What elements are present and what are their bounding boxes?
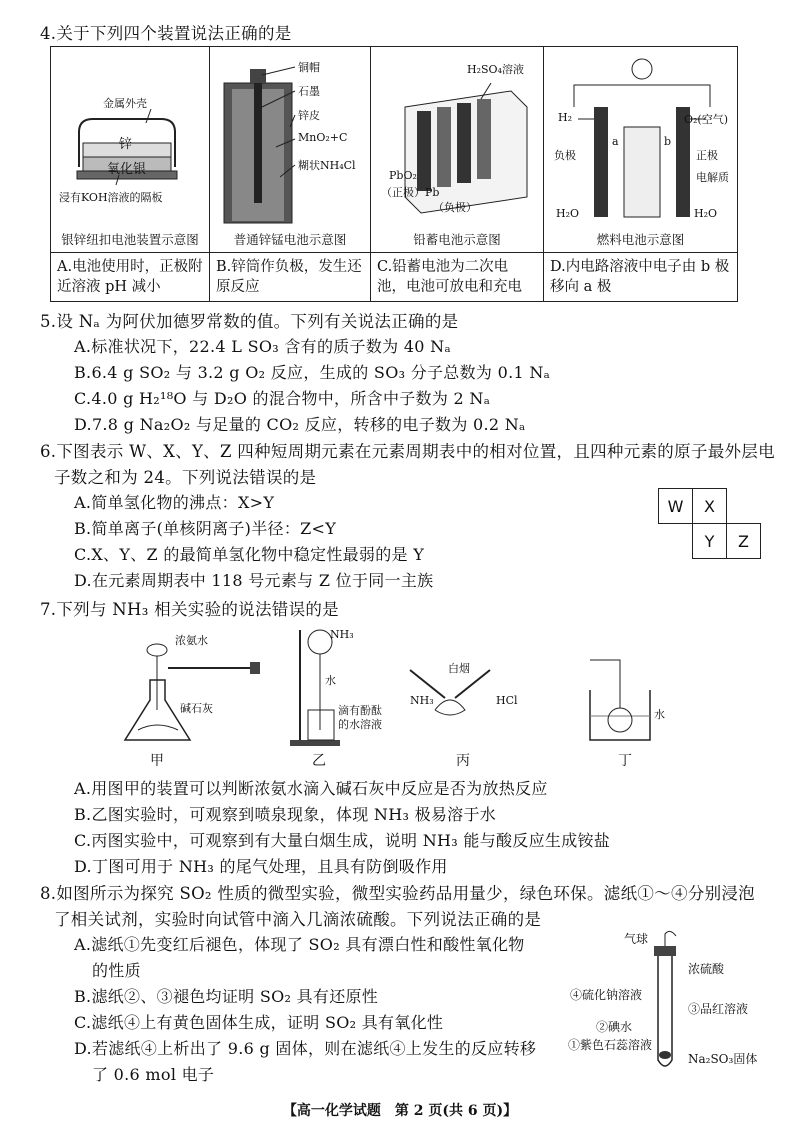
label-nh3-rod: NH₃	[410, 694, 434, 707]
fig-ding: 丁	[618, 753, 632, 769]
q8-option-d: D.若滤纸④上析出了 9.6 g 固体，则在滤纸④上发生的反应转移	[74, 1039, 537, 1058]
q8-test-tube-figure	[640, 930, 690, 1080]
q7-option-b: B.乙图实验时，可观察到喷泉现象，体现 NH₃ 极易溶于水	[74, 805, 497, 824]
grid-x: X	[693, 489, 727, 524]
q7-option-d: D.丁图可用于 NH₃ 的尾气处理，且具有防倒吸作用	[74, 857, 448, 876]
label-graphite: 石墨	[298, 85, 320, 98]
label-separator: 浸有KOH溶液的隔板	[59, 191, 163, 204]
label-h2o-right: H₂O	[694, 207, 718, 220]
label-phenol-2: 的水溶液	[338, 718, 382, 731]
label-litmus: ①紫色石蕊溶液	[568, 1038, 653, 1052]
label-ammonia: 浓氨水	[175, 634, 208, 647]
q7-stem: 7.下列与 NH₃ 相关实验的说法错误的是	[40, 600, 339, 619]
label-negative-pole: 负极	[554, 149, 576, 162]
q8-option-a-cont: 的性质	[92, 961, 141, 980]
label-zn-skin: 锌皮	[298, 109, 320, 122]
fig-jia: 甲	[150, 753, 164, 769]
caption-lead-acid: 铅蓄电池示意图	[413, 232, 501, 247]
label-nh4cl: 糊状NH₄Cl	[298, 159, 356, 172]
q7-option-a: A.用图甲的装置可以判断浓氨水滴入碱石灰中反应是否为放热反应	[74, 779, 548, 798]
label-mno2: MnO₂+C	[298, 131, 348, 144]
label-balloon: 气球	[624, 932, 649, 946]
q4-table	[50, 46, 738, 302]
label-b: b	[664, 135, 672, 148]
grid-empty-2	[659, 524, 693, 559]
q6-stem-line2: 子数之和为 24。下列说法错误的是	[54, 468, 317, 487]
q8-option-c: C.滤纸④上有黄色固体生成，证明 SO₂ 具有氧化性	[74, 1013, 444, 1032]
label-shell: 金属外壳	[103, 97, 147, 110]
caption-button-cell: 银锌纽扣电池装置示意图	[61, 232, 199, 247]
q4-stem: 4.关于下列四个装置说法正确的是	[40, 24, 292, 43]
label-na2so3: Na₂SO₃固体	[688, 1052, 758, 1066]
q6-option-c: C.X、Y、Z 的最简单氢化物中稳定性最弱的是 Y	[74, 545, 425, 564]
label-neg: （负极）	[433, 201, 477, 214]
q5-option-d: D.7.8 g Na₂O₂ 与足量的 CO₂ 反应，转移的电子数为 0.2 Nₐ	[74, 415, 526, 434]
fig-yi: 乙	[312, 753, 326, 769]
label-iodine: ②碘水	[596, 1020, 633, 1034]
label-o2: O₂(空气)	[684, 113, 729, 126]
label-a: a	[612, 135, 619, 148]
fuel-cell-diagram	[544, 47, 737, 252]
zn-mn-cell-diagram	[210, 47, 370, 252]
label-h2: H₂	[558, 111, 573, 124]
label-zn: 锌	[119, 137, 133, 152]
label-h2so4: H₂SO₄溶液	[467, 63, 524, 76]
fig-bing: 丙	[456, 753, 470, 769]
q6-stem-line1: 6.下图表示 W、X、Y、Z 四种短周期元素在元素周期表中的相对位置，且四种元素的原子最外层电	[40, 442, 775, 461]
q6-option-a: A.简单氢化物的沸点：X>Y	[74, 493, 275, 512]
q4-option-b: B.锌筒作负极，发生还原反应	[216, 259, 362, 295]
label-nh3-flask: NH₃	[330, 628, 354, 641]
caption-zn-mn-cell: 普通锌锰电池示意图	[233, 232, 347, 247]
q6-option-d: D.在元素周期表中 118 号元素与 Z 位于同一主族	[74, 571, 434, 590]
q8-stem-line2: 了相关试剂，实验时向试管中滴入几滴浓硫酸。下列说法正确的是	[54, 910, 542, 929]
q5-option-c: C.4.0 g H₂¹⁸O 与 D₂O 的混合物中，所含中子数为 2 Nₐ	[74, 389, 491, 408]
label-phenol-1: 滴有酚酞	[338, 704, 382, 717]
q5-option-a: A.标准状况下，22.4 L SO₃ 含有的质子数为 40 Nₐ	[74, 337, 451, 356]
grid-w: W	[659, 489, 693, 524]
periodic-grid	[658, 488, 761, 559]
page-footer: 【高一化学试题 第 2 页(共 6 页)】	[282, 1103, 518, 1119]
q4-option-a: A.电池使用时，正极附近溶液 pH 减小	[57, 259, 203, 295]
lead-acid-diagram	[371, 47, 543, 252]
q8-option-a: A.滤纸①先变红后褪色，体现了 SO₂ 具有漂白性和酸性氧化物	[74, 935, 525, 954]
grid-y: Y	[693, 524, 727, 559]
label-lime: 碱石灰	[180, 702, 213, 715]
q4-option-c: C.铅蓄电池为二次电池，电池可放电和充电	[377, 259, 522, 295]
grid-empty-1	[727, 489, 761, 524]
label-water-beaker: 水	[654, 708, 665, 721]
label-pos-pb: （正极）Pb	[381, 186, 440, 199]
q5-stem: 5.设 Nₐ 为阿伏加德罗常数的值。下列有关说法正确的是	[40, 312, 459, 331]
label-pinhong: ③品红溶液	[688, 1002, 749, 1016]
label-positive-pole: 正极	[696, 149, 718, 162]
label-electrolyte: 电解质	[696, 171, 729, 184]
label-cap: 铜帽	[298, 61, 320, 74]
label-water-drop: 水	[325, 674, 336, 687]
label-conc-h2so4: 浓硫酸	[688, 962, 725, 976]
q7-option-c: C.丙图实验中，可观察到有大量白烟生成，说明 NH₃ 能与酸反应生成铵盐	[74, 831, 611, 850]
q8-option-b: B.滤纸②、③褪色均证明 SO₂ 具有还原性	[74, 987, 379, 1006]
label-pbo2: PbO₂	[389, 169, 417, 182]
caption-fuel-cell: 燃料电池示意图	[596, 232, 685, 247]
button-cell-diagram	[51, 47, 209, 252]
q4-option-d: D.内电路溶液中电子由 b 极移向 a 极	[550, 259, 730, 295]
label-ag2o: 氧化银	[107, 162, 147, 177]
q5-option-b: B.6.4 g SO₂ 与 3.2 g O₂ 反应，生成的 SO₃ 分子总数为 0.1 Nₐ	[74, 363, 551, 382]
label-hcl: HCl	[496, 694, 518, 707]
grid-z: Z	[727, 524, 761, 559]
q8-stem-line1: 8.如图所示为探究 SO₂ 性质的微型实验，微型实验药品用量少，绿色环保。滤纸①～④分别浸泡	[40, 884, 755, 903]
label-na2s: ④硫化钠溶液	[570, 988, 643, 1002]
label-h2o-left: H₂O	[556, 207, 580, 220]
q8-option-d-cont: 了 0.6 mol 电子	[92, 1065, 215, 1084]
label-smoke: 白烟	[448, 662, 470, 675]
q6-option-b: B.简单离子(单核阴离子)半径：Z<Y	[74, 519, 337, 538]
